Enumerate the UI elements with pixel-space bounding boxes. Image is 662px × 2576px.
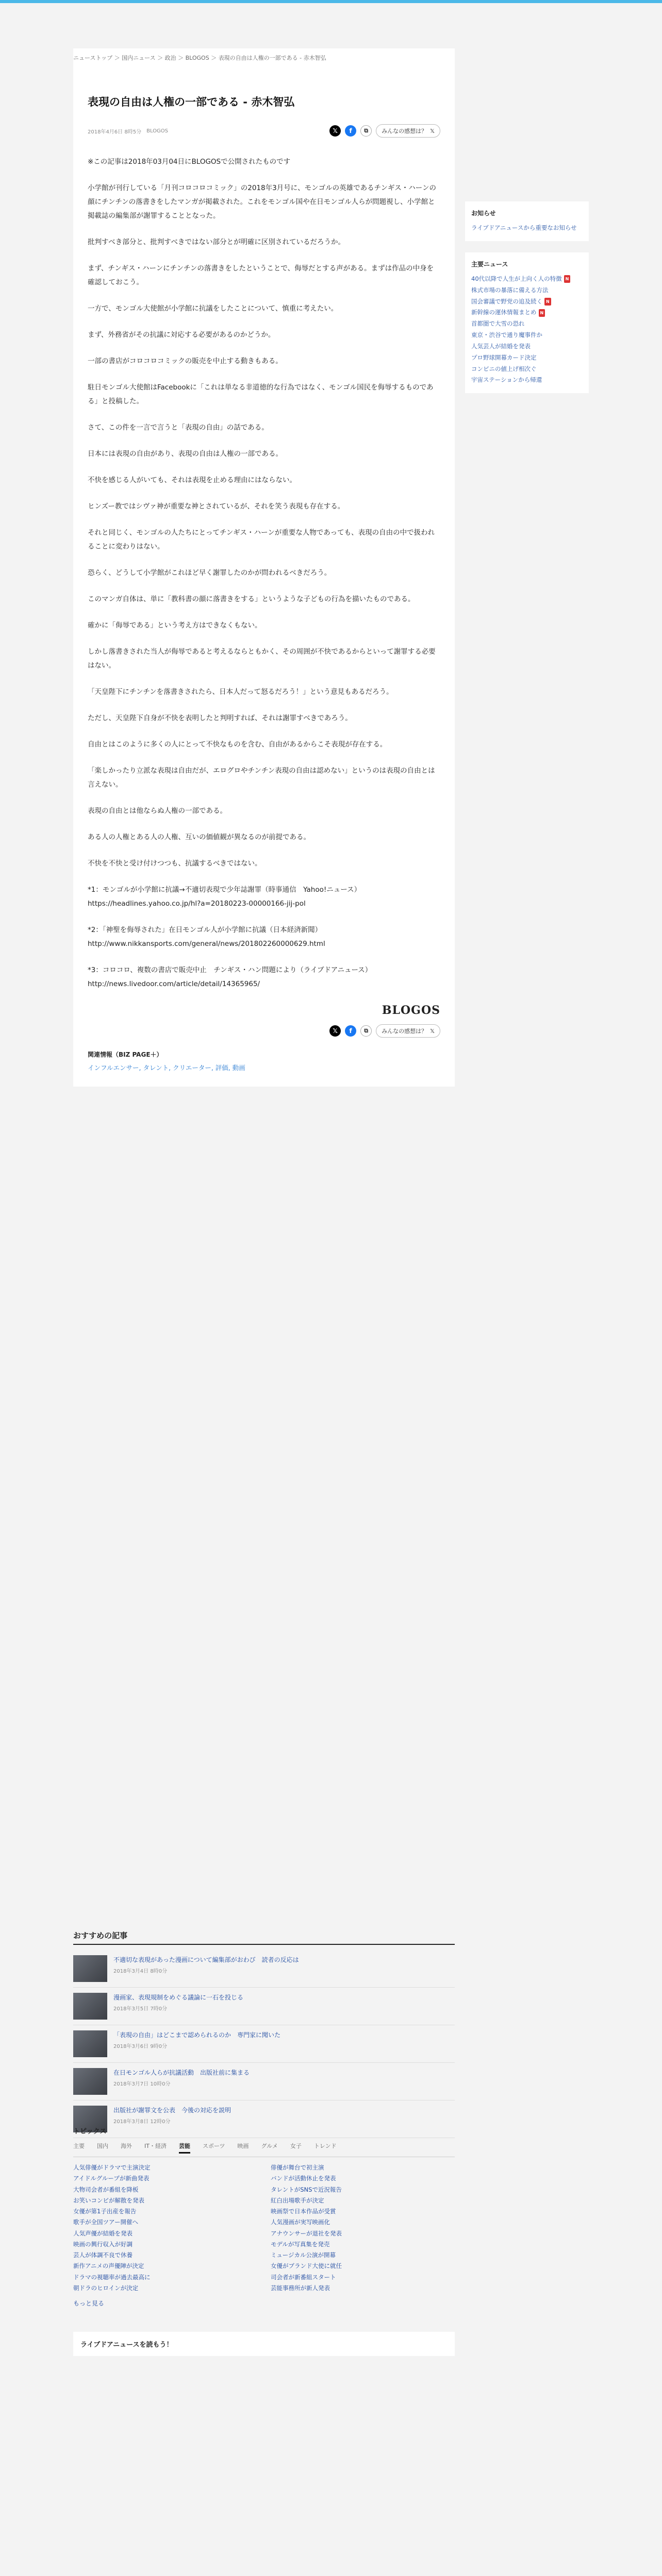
- recommend-date: 2018年3月4日 8時0分: [113, 1969, 168, 1974]
- topics-heading: トピックス: [73, 2128, 107, 2136]
- related-tags: [88, 1050, 440, 1087]
- topics-item[interactable]: 芸能事務所が新人発表: [271, 2284, 330, 2292]
- recommend-thumbnail: [73, 2030, 107, 2057]
- main-news-label: 人気芸人が結婚を発表: [471, 342, 531, 350]
- main-news-heading: 主要ニュース: [471, 260, 508, 268]
- main-news-item[interactable]: [471, 352, 583, 364]
- article-paragraph: まず、外務省がその抗議に対応する必要があるのかどうか。: [88, 331, 275, 340]
- facebook-share-icon[interactable]: f: [345, 1025, 356, 1037]
- article-paragraph: *2：「神聖を侮辱された」在日モンゴル人が小学館に抗議（日本経済新聞）http://www.nikkansports.com/general/news/201802260000629.html: [88, 926, 325, 948]
- new-badge-icon: N: [539, 309, 545, 317]
- link-copy-icon[interactable]: ⧉: [360, 125, 372, 137]
- article-paragraph: ※この記事は2018年03月04日にBLOGOSで公開されたものです: [88, 158, 291, 166]
- recommend-section: [73, 1930, 455, 2138]
- notice-box: [465, 201, 589, 241]
- recommend-thumbnail: [73, 2068, 107, 2095]
- article-paragraph: 駐日モンゴル大使館はFacebookに「これは単なる非道徳的な行為ではなく、モンゴル国民を侮辱するものである」と投稿した。: [88, 383, 434, 406]
- topics-tabs: [73, 2139, 455, 2157]
- breadcrumb-separator: ＞: [209, 55, 219, 61]
- article-paragraph: 小学館が刊行している「月刊コロコロコミック」の2018年3月号に、モンゴルの英雄であるチンギス・ハーンの顔にチンチンの落書きをしたマンガが掲載された。これをモンゴル国や在日モンゴル人らが問題視し、小学館と掲載誌の編集部が謝罪することとなった。: [88, 184, 436, 221]
- article-paragraph: 日本には表現の自由があり、表現の自由は人権の一部である。: [88, 450, 283, 459]
- reaction-label: みんなの感想は？: [382, 128, 427, 135]
- article-paragraph: さて、この件を一言で言うと「表現の自由」の話である。: [88, 423, 269, 432]
- breadcrumb-item[interactable]: 政治: [164, 55, 176, 61]
- topics-tab[interactable]: 芸能: [179, 2142, 190, 2154]
- reaction-label: みんなの感想は？: [382, 1028, 427, 1035]
- article-meta: [88, 124, 440, 138]
- topics-tab[interactable]: 主要: [73, 2143, 85, 2149]
- article-paragraph: *3：コロコロ、複数の書店で販売中止 チンギス・ハン問題により（ライブドアニュース）http://news.livedoor.com/article/detail/14365965/: [88, 966, 372, 989]
- article-paragraph: 自由とはこのように多くの人にとって不快なものを含む、自由があるからこそ表現が存在する。: [88, 740, 387, 749]
- main-news-label: 国会審議で野党の追及続く: [471, 297, 542, 305]
- link-copy-icon[interactable]: ⧉: [360, 1025, 372, 1037]
- main-news-item[interactable]: [471, 375, 583, 386]
- related-heading: 関連情報（BIZ PAGE＋）: [88, 1051, 163, 1059]
- topics-item[interactable]: 朝ドラのヒロインが決定: [73, 2284, 139, 2292]
- article-paragraph: 批判すべき部分と、批判すべきではない部分とが明確に区別されているだろうか。: [88, 238, 345, 247]
- article-paragraph: 表現の自由とは他ならぬ人権の一部である。: [88, 807, 227, 816]
- breadcrumb-separator: ＞: [155, 55, 165, 61]
- main-news-label: 宇宙ステーションから帰還: [471, 376, 542, 384]
- x-share-icon[interactable]: 𝕏: [329, 1025, 341, 1037]
- recommend-title: 在日モンゴル人らが抗議活動 出版社前に集まる: [113, 2069, 250, 2076]
- recommend-date: 2018年3月6日 9時0分: [113, 2044, 168, 2049]
- share-buttons: [329, 124, 440, 138]
- topics-item[interactable]: 大物司会者が番組を降板: [73, 2185, 139, 2193]
- recommend-title: 不適切な表現があった漫画について編集部がおわび 読者の反応は: [113, 1956, 299, 1963]
- recommend-thumbnail: [73, 1993, 107, 2020]
- new-badge-icon: N: [544, 298, 551, 306]
- article-paragraph: ヒンズー教ではシヴァ神が重要な神とされているが、それを笑う表現も存在する。: [88, 502, 345, 511]
- notice-link[interactable]: ライブドアニュースから重要なお知らせ: [471, 224, 577, 231]
- article-paragraph: 恐らく、どうして小学館がこれほど早く謝罪したのかが問われるべきだろう。: [88, 569, 332, 578]
- recommend-date: 2018年3月8日 12時0分: [113, 2119, 171, 2125]
- main-news-item[interactable]: [471, 330, 583, 341]
- topics-item[interactable]: バンドが活動休止を発表: [271, 2175, 336, 2182]
- reaction-button[interactable]: [376, 1024, 440, 1038]
- x-small-icon: 𝕏: [430, 127, 435, 134]
- topics-tab[interactable]: IT・経済: [144, 2143, 167, 2149]
- breadcrumb-item[interactable]: ニューストップ: [73, 55, 113, 61]
- facebook-share-icon[interactable]: f: [345, 125, 356, 137]
- topics-tab[interactable]: 国内: [97, 2143, 108, 2149]
- topics-item[interactable]: アナウンサーが退社を発表: [271, 2229, 342, 2237]
- article-paragraph: このマンガ自体は、単に「教科書の顔に落書きをする」というような子どもの行為を描いたものである。: [88, 595, 415, 604]
- recommend-title: 「表現の自由」はどこまで認められるのか 専門家に聞いた: [113, 2031, 281, 2039]
- topics-item[interactable]: 人気俳優がドラマで主演決定: [73, 2164, 151, 2171]
- brand-logo: BLOGOS: [382, 1004, 440, 1018]
- topics-list-right: [271, 2162, 455, 2294]
- article-paragraph: 不快を不快と受け付けつつも、抗議するべきではない。: [88, 859, 262, 868]
- article-date: 2018年4月6日 8時5分: [88, 129, 142, 135]
- main-news-label: 新幹線の運休情報まとめ: [471, 309, 537, 316]
- bottom-share: [88, 1024, 440, 1038]
- article-paragraph: 一部の書店がコロコロコミックの販売を中止する動きもある。: [88, 357, 283, 366]
- topics-item[interactable]: 映画の興行収入が好調: [73, 2240, 133, 2248]
- main-news-box: [465, 252, 589, 393]
- topics-tab[interactable]: 海外: [121, 2143, 132, 2149]
- article-paragraph: ただし、天皇陛下自身が不快を表明したと判明すれば、それは謝罪すべきであろう。: [88, 714, 352, 723]
- share-buttons-bottom: [329, 1024, 440, 1038]
- main-news-label: 株式市場の暴落に備える方法: [471, 286, 549, 294]
- x-share-icon[interactable]: 𝕏: [329, 125, 341, 137]
- topics-tab[interactable]: スポーツ: [202, 2143, 225, 2149]
- recommend-date: 2018年3月5日 7時0分: [113, 2006, 168, 2012]
- topics-item[interactable]: ミュージカル公演が開幕: [271, 2251, 336, 2259]
- article-paragraph: 一方で、モンゴル大使館が小学館に抗議をしたことについて、慎重に考えたい。: [88, 304, 338, 313]
- main-news-label: コンビニの値上げ相次ぐ: [471, 365, 537, 372]
- recommend-heading: おすすめの記事: [73, 1930, 455, 1945]
- topics-item[interactable]: アイドルグループが新曲発表: [73, 2175, 150, 2182]
- article-paragraph: *1：モンゴルが小学館に抗議→不適切表現で少年誌謝罪（時事通信 Yahoo!ニュース）https://headlines.yahoo.co.jp/hl?a=20180223-00000166-jij-pol: [88, 886, 361, 908]
- notice-heading: お知らせ: [471, 210, 496, 217]
- topics-tab[interactable]: 映画: [237, 2143, 249, 2149]
- topics-item[interactable]: お笑いコンビが解散を発表: [73, 2196, 144, 2204]
- article-card: [73, 48, 455, 1087]
- facebook-box: [73, 2332, 455, 2356]
- recommend-title: 出版社が謝罪文を公表 今後の対応を説明: [113, 2107, 231, 2114]
- article-source: BLOGOS: [146, 128, 168, 134]
- related-tag-links[interactable]: インフルエンサー, タレント, クリエーター, 評価, 動画: [88, 1064, 245, 1072]
- topics-section: [73, 2126, 455, 2308]
- main-news-item[interactable]: [471, 296, 583, 308]
- recommend-item[interactable]: [73, 1950, 455, 1988]
- article-paragraph: しかし落書きされた当人が侮辱であると考えるならともかく、その周囲が不快であるからといって謝罪する必要はない。: [88, 648, 436, 670]
- breadcrumb-separator: ＞: [176, 55, 186, 61]
- topics-item[interactable]: 司会者が新番組スタート: [271, 2273, 336, 2281]
- reaction-button[interactable]: [376, 124, 440, 138]
- recommend-item[interactable]: [73, 2025, 455, 2063]
- topics-item[interactable]: 新作アニメの声優陣が決定: [73, 2262, 144, 2270]
- article-paragraph: それと同じく、モンゴルの人たちにとってチンギス・ハーンが重要な人物であっても、表現の自由の中で扱われることに変わりはない。: [88, 529, 435, 551]
- main-news-item[interactable]: [471, 274, 583, 285]
- main-news-item[interactable]: [471, 285, 583, 296]
- main-news-item[interactable]: [471, 318, 583, 330]
- topics-tab[interactable]: グルメ: [261, 2143, 278, 2149]
- facebook-box-title: ライブドアニュースを読もう！: [80, 2341, 173, 2349]
- article-title: 表現の自由は人権の一部である - 赤木智弘: [88, 96, 295, 108]
- recommend-date: 2018年3月7日 10時0分: [113, 2081, 171, 2087]
- main-news-item[interactable]: [471, 364, 583, 375]
- recommend-item[interactable]: [73, 2063, 455, 2100]
- main-news-item[interactable]: [471, 307, 583, 318]
- topics-list-left: [73, 2162, 257, 2294]
- topics-tab[interactable]: 女子: [290, 2143, 302, 2149]
- article-paragraph: 「楽しかったり立派な表現は自由だが、エログロやチンチン表現の自由は認めない」というのは表現の自由とは言えない。: [88, 767, 435, 789]
- topics-item[interactable]: 人気漫画が実写映画化: [271, 2218, 330, 2226]
- breadcrumb-item: 表現の自由は人権の一部である - 赤木智弘: [218, 55, 326, 61]
- article-paragraph: ある人の人権とある人の人権、互いの価値観が異なるのが前提である。: [88, 833, 310, 842]
- main-news-label: 首都圏で大雪の恐れ: [471, 320, 525, 328]
- x-small-icon: 𝕏: [430, 1027, 435, 1035]
- recommend-item[interactable]: [73, 1988, 455, 2025]
- topics-item[interactable]: ドラマの視聴率が過去最高に: [73, 2273, 151, 2281]
- sidebar: [465, 201, 589, 404]
- topics-item[interactable]: タレントがSNSで近況報告: [271, 2185, 342, 2193]
- breadcrumb-separator: ＞: [112, 55, 122, 61]
- topics-item[interactable]: 歌手が全国ツアー開催へ: [73, 2218, 139, 2226]
- main-news-label: 東京・渋谷で通り魔事件か: [471, 331, 542, 339]
- breadcrumb-item[interactable]: 国内ニュース: [122, 55, 156, 61]
- top-accent-bar: [0, 0, 662, 3]
- topics-item[interactable]: 紅白出場歌手が決定: [271, 2196, 324, 2204]
- recommend-list: [73, 1950, 455, 2138]
- main-news-list: [471, 274, 583, 386]
- topics-item[interactable]: 人気声優が結婚を発表: [73, 2229, 133, 2237]
- main-news-item[interactable]: [471, 341, 583, 352]
- recommend-title: 漫画家、表現規制をめぐる議論に一石を投じる: [113, 1994, 244, 2001]
- recommend-thumbnail: [73, 1955, 107, 1982]
- article-paragraph: 確かに「侮辱である」という考え方はできなくもない。: [88, 621, 262, 630]
- article-paragraph: まず、チンギス・ハーンにチンチンの落書きをしたということで、侮辱だとする声がある。まずは作品の中身を確認しておこう。: [88, 264, 434, 287]
- article-paragraph: 「天皇陛下にチンチンを落書きされたら、日本人だって怒るだろう！」という意見もあるだろう。: [88, 688, 393, 697]
- article-paragraph: 不快を感じる人がいても、それは表現を止める理由にはならない。: [88, 476, 296, 485]
- main-news-label: プロ野球開幕カード決定: [471, 353, 537, 361]
- breadcrumb-item[interactable]: BLOGOS: [185, 55, 209, 61]
- topics-more-link[interactable]: もっと見る: [73, 2300, 105, 2308]
- topics-item[interactable]: 女優がブランド大使に就任: [271, 2262, 342, 2270]
- new-badge-icon: N: [564, 275, 571, 283]
- topics-item[interactable]: 俳優が舞台で初主演: [271, 2164, 324, 2171]
- topics-tab[interactable]: トレンド: [313, 2143, 337, 2149]
- topics-item[interactable]: モデルが写真集を発売: [271, 2240, 330, 2248]
- article-body: [88, 155, 440, 991]
- topics-item[interactable]: 映画祭で日本作品が受賞: [271, 2208, 336, 2215]
- breadcrumb: [73, 48, 326, 63]
- main-news-label: 40代以降で人生が上向く人の特徴: [471, 275, 562, 282]
- topics-item[interactable]: 女優が第1子出産を報告: [73, 2208, 137, 2215]
- topics-item[interactable]: 芸人が体調不良で休養: [73, 2251, 133, 2259]
